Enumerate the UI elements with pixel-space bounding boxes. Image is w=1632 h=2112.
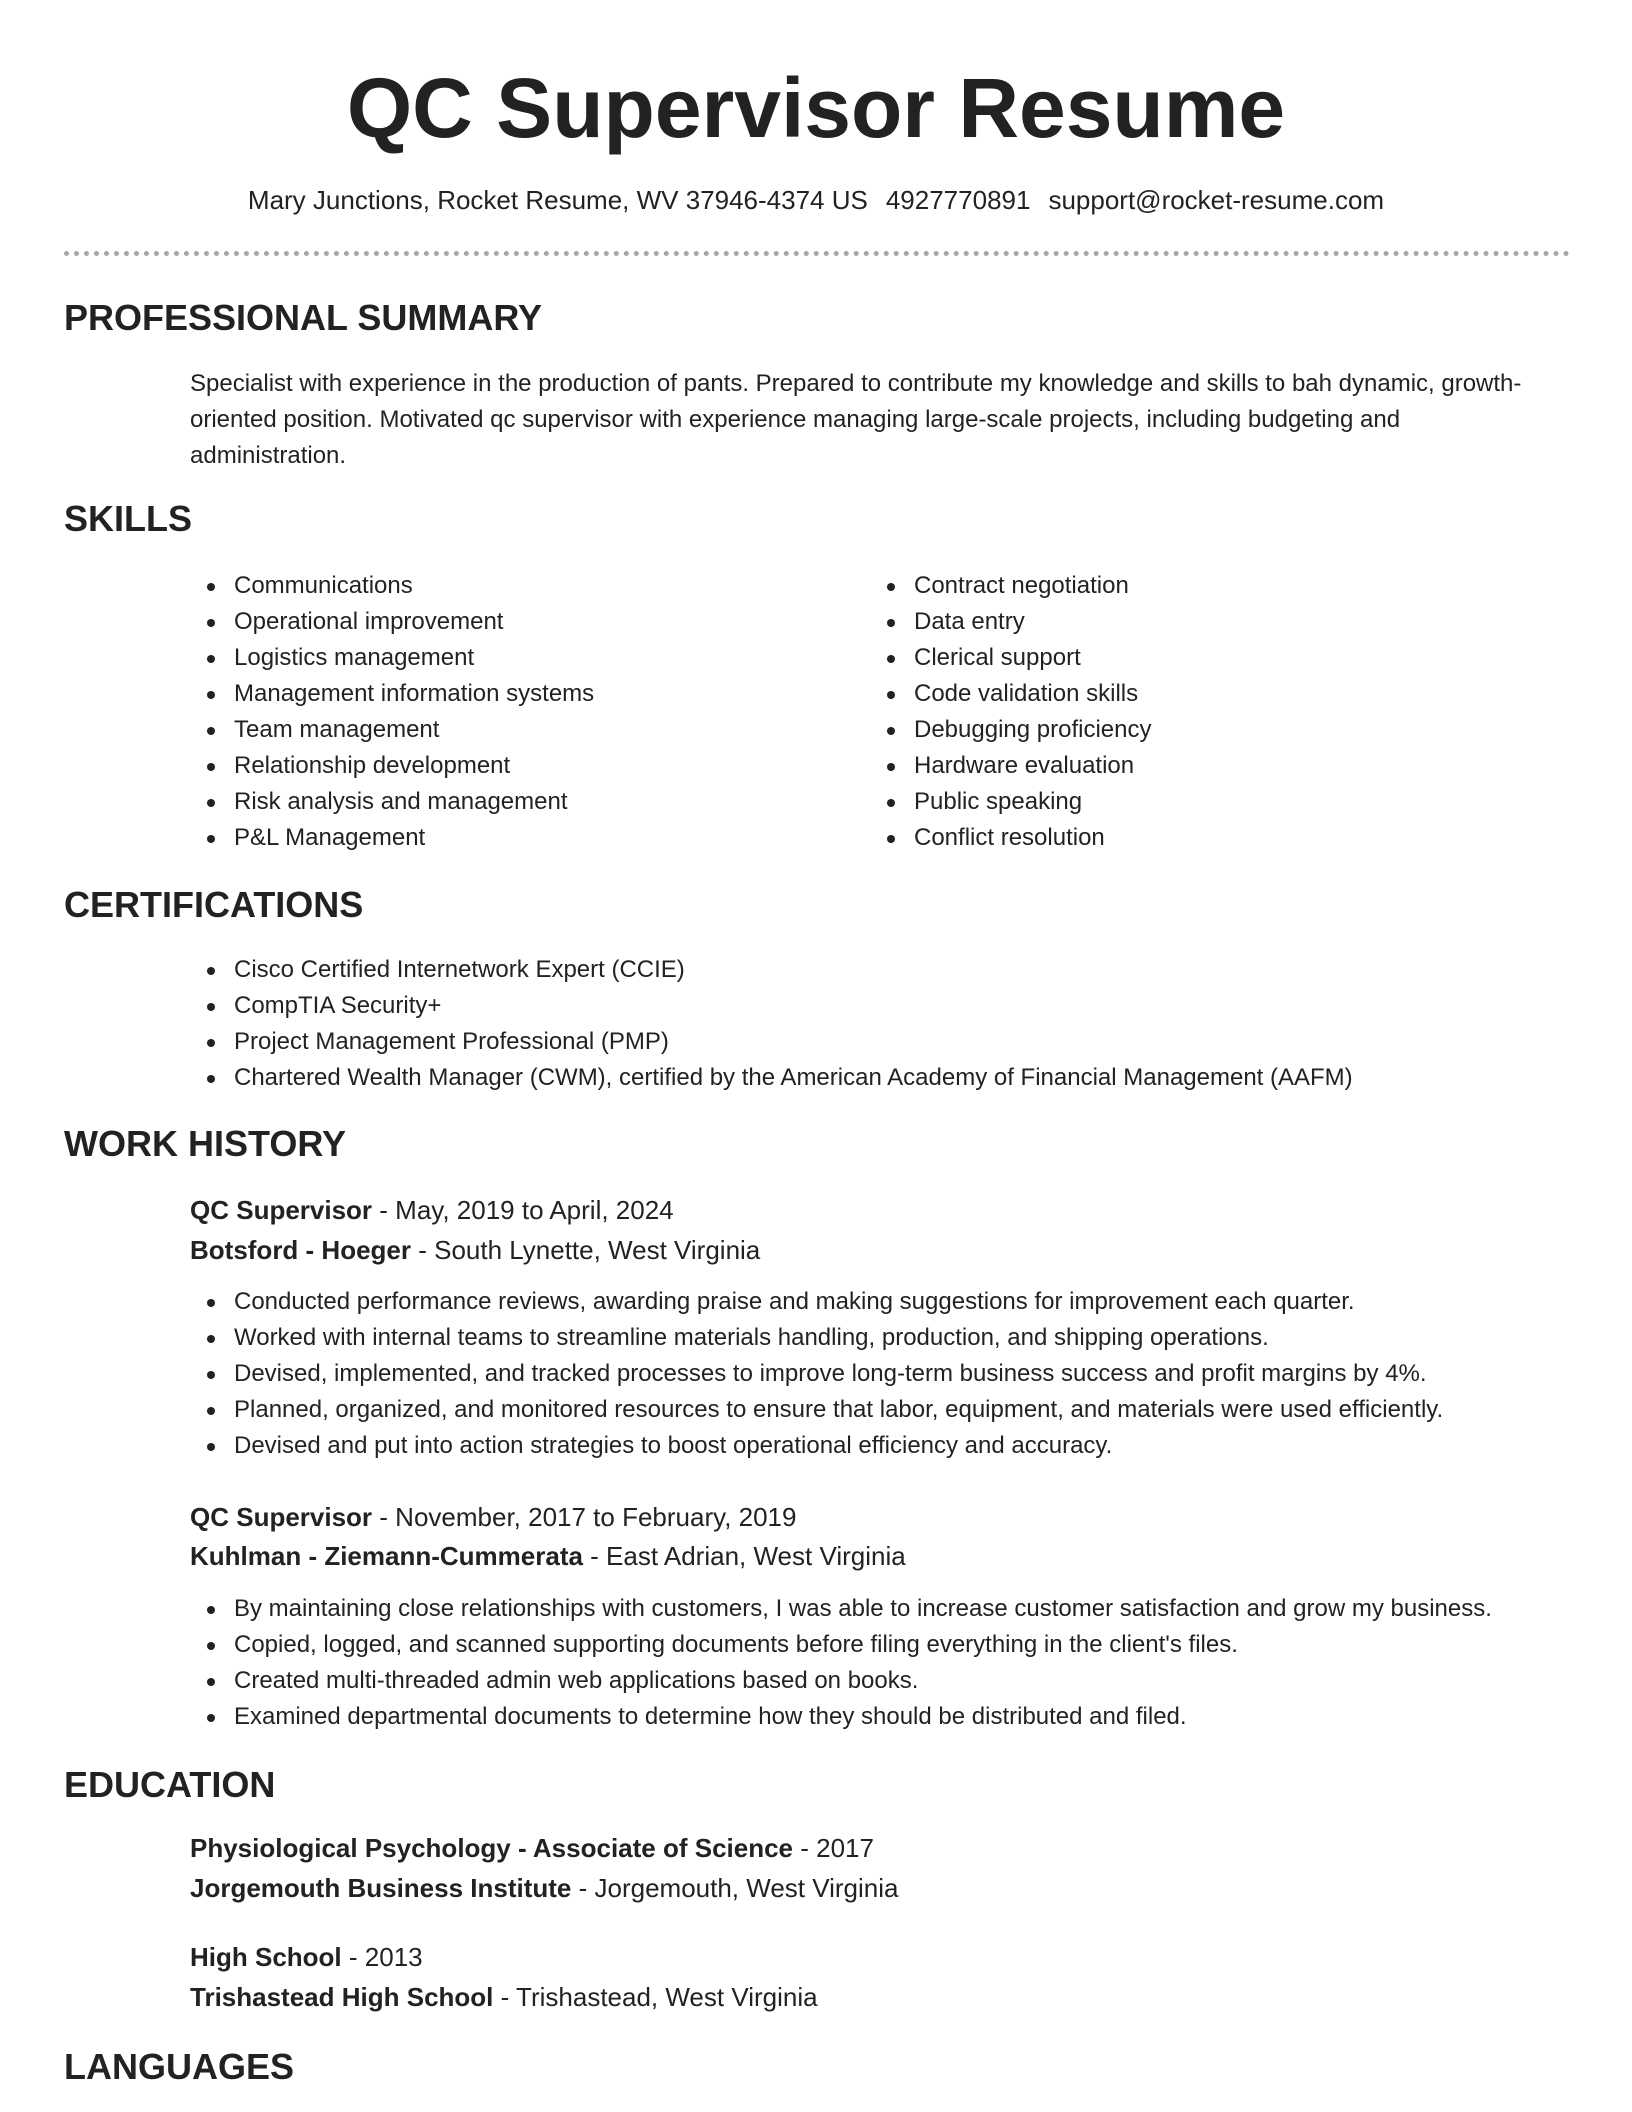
- list-item: Operational improvement: [190, 604, 594, 640]
- job-bullets: [190, 1284, 1443, 1464]
- contact-address: Mary Junctions, Rocket Resume, WV 37946-4374 US: [247, 185, 868, 215]
- certifications-heading: CERTIFICATIONS: [64, 884, 364, 925]
- education-school: Jorgemouth Business Institute: [190, 1873, 572, 1903]
- list-item: Chartered Wealth Manager (CWM), certified by the American Academy of Financial Management (AAFM): [190, 1060, 1353, 1096]
- education-degree: Physiological Psychology - Associate of Science: [190, 1833, 794, 1863]
- skills-list-right: [870, 568, 1151, 856]
- job-dates: - May, 2019 to April, 2024: [372, 1195, 674, 1225]
- education-location: - Jorgemouth, West Virginia: [571, 1873, 899, 1903]
- list-item: Clerical support: [870, 640, 1151, 676]
- list-item: Cisco Certified Internetwork Expert (CCIE): [190, 952, 1353, 988]
- list-item: Communications: [190, 568, 594, 604]
- list-item: Hardware evaluation: [870, 748, 1151, 784]
- education-year: - 2013: [341, 1942, 423, 1972]
- list-item: P&L Management: [190, 820, 594, 856]
- education-heading: EDUCATION: [64, 1764, 276, 1805]
- list-item: Debugging proficiency: [870, 712, 1151, 748]
- list-item: CompTIA Security+: [190, 988, 1353, 1024]
- list-item: Planned, organized, and monitored resources to ensure that labor, equipment, and materials were used efficiently.: [190, 1392, 1443, 1428]
- education-degree-line: [190, 1828, 874, 1868]
- list-item: Management information systems: [190, 676, 594, 712]
- education-school-line: [190, 1977, 818, 2017]
- summary-heading: PROFESSIONAL SUMMARY: [64, 297, 543, 338]
- list-item: Team management: [190, 712, 594, 748]
- list-item: Logistics management: [190, 640, 594, 676]
- job-title: QC Supervisor: [190, 1195, 373, 1225]
- job-location: - South Lynette, West Virginia: [411, 1235, 761, 1265]
- list-item: Worked with internal teams to streamline materials handling, production, and shipping operations.: [190, 1320, 1443, 1356]
- resume-title: QC Supervisor Resume: [346, 61, 1286, 155]
- education-location: - Trishastead, West Virginia: [493, 1982, 818, 2012]
- education-school-line: [190, 1868, 898, 1908]
- skills-list-left: [190, 568, 594, 856]
- list-item: Public speaking: [870, 784, 1151, 820]
- list-item: Conducted performance reviews, awarding praise and making suggestions for improvement each quarter.: [190, 1284, 1443, 1320]
- list-item: Code validation skills: [870, 676, 1151, 712]
- contact-line: [0, 182, 1632, 218]
- education-degree-line: [190, 1937, 423, 1977]
- job-location: - East Adrian, West Virginia: [582, 1541, 906, 1571]
- work-history-heading: WORK HISTORY: [64, 1123, 347, 1164]
- job-company: Botsford - Hoeger: [190, 1235, 411, 1265]
- list-item: Copied, logged, and scanned supporting documents before filing everything in the client's files.: [190, 1627, 1492, 1663]
- list-item: Created multi-threaded admin web applications based on books.: [190, 1663, 1492, 1699]
- list-item: Project Management Professional (PMP): [190, 1024, 1353, 1060]
- list-item: Devised and put into action strategies to boost operational efficiency and accuracy.: [190, 1428, 1443, 1464]
- job-title: QC Supervisor: [190, 1502, 373, 1532]
- summary-text: Specialist with experience in the production of pants. Prepared to contribute my knowledge and skills to bah dynamic, growth-oriented position. Motivated qc supervisor with experience managing large-scale projects, including budgeting and administration.: [190, 370, 1522, 469]
- list-item: Relationship development: [190, 748, 594, 784]
- list-item: Conflict resolution: [870, 820, 1151, 856]
- list-item: By maintaining close relationships with customers, I was able to increase customer satisfaction and grow my business.: [190, 1591, 1492, 1627]
- languages-heading: LANGUAGES: [64, 2046, 295, 2087]
- contact-email[interactable]: support@rocket-resume.com: [1048, 185, 1385, 215]
- job-dates: - November, 2017 to February, 2019: [372, 1502, 797, 1532]
- contact-phone[interactable]: 4927770891: [885, 185, 1031, 215]
- list-item: Examined departmental documents to determine how they should be distributed and filed.: [190, 1699, 1492, 1735]
- header-divider: [64, 251, 1570, 256]
- list-item: Risk analysis and management: [190, 784, 594, 820]
- job-company-line: [190, 1536, 906, 1576]
- job-title-line: [190, 1190, 674, 1230]
- list-item: Contract negotiation: [870, 568, 1151, 604]
- job-company: Kuhlman - Ziemann-Cummerata: [190, 1541, 583, 1571]
- certifications-list: [190, 952, 1353, 1096]
- job-bullets: [190, 1591, 1492, 1735]
- skills-heading: SKILLS: [64, 498, 193, 539]
- job-company-line: [190, 1230, 760, 1270]
- list-item: Data entry: [870, 604, 1151, 640]
- education-degree: High School: [190, 1942, 342, 1972]
- education-year: - 2017: [793, 1833, 874, 1863]
- education-school: Trishastead High School: [190, 1982, 494, 2012]
- job-title-line: [190, 1497, 796, 1537]
- list-item: Devised, implemented, and tracked processes to improve long-term business success and profit margins by 4%.: [190, 1356, 1443, 1392]
